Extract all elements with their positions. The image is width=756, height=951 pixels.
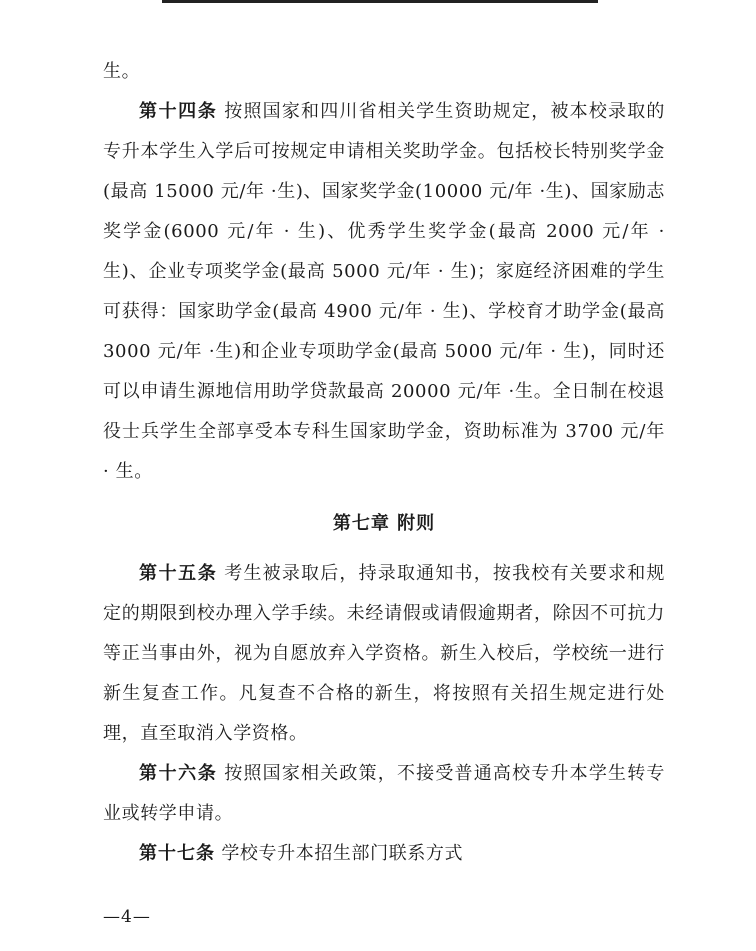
article-16-label: 第十六条 (139, 763, 218, 784)
page-number: —4— (103, 907, 151, 927)
article-17-label: 第十七条 (139, 843, 215, 864)
article-17 (103, 834, 665, 874)
article-14-text: 按照国家和四川省相关学生资助规定，被本校录取的专升本学生入学后可按规定申请相关奖助学金。包括校长特别奖学金(最高 15000 元/年 ·生)、国家奖学金(10000 元/年 ·生)、国家励志奖学金(6000 元/年 · 生)、优秀学生奖学金(最高 2000 元/年 · 生)、企业专项奖学金(最高 5000 元/年 · 生)；家庭经济困难的学生可获得：国家助学金(最高 4900 元/年 · 生)、学校育才助学金(最高 3000 元/年 ·生)和企业专项助学金(最高 5000 元/年 · 生)，同时还可以申请生源地信用助学贷款最高 20000 元/年 ·生。全日制在校退役士兵学生全部享受本专科生国家助学金，资助标准为 3700 元/年 · 生。 (103, 101, 666, 482)
article-14 (103, 92, 665, 492)
article-16 (103, 754, 665, 834)
top-rule (162, 0, 598, 3)
article-15-label: 第十五条 (139, 563, 218, 584)
article-16-text: 按照国家相关政策，不接受普通高校专升本学生转专业或转学申请。 (103, 763, 666, 824)
article-15-text: 考生被录取后，持录取通知书，按我校有关要求和规定的期限到校办理入学手续。未经请假或请假逾期者，除因不可抗力等正当事由外，视为自愿放弃入学资格。新生入校后，学校统一进行新生复查工作。凡复查不合格的新生，将按照有关招生规定进行处理，直至取消入学资格。 (103, 563, 666, 744)
continuation-line: 生。 (103, 61, 141, 82)
chapter-title: 第七章 附则 (332, 513, 436, 534)
article-15 (103, 554, 665, 754)
article-17-text: 学校专升本招生部门联系方式 (221, 843, 464, 864)
article-14-label: 第十四条 (139, 101, 218, 122)
document-body (103, 52, 665, 874)
